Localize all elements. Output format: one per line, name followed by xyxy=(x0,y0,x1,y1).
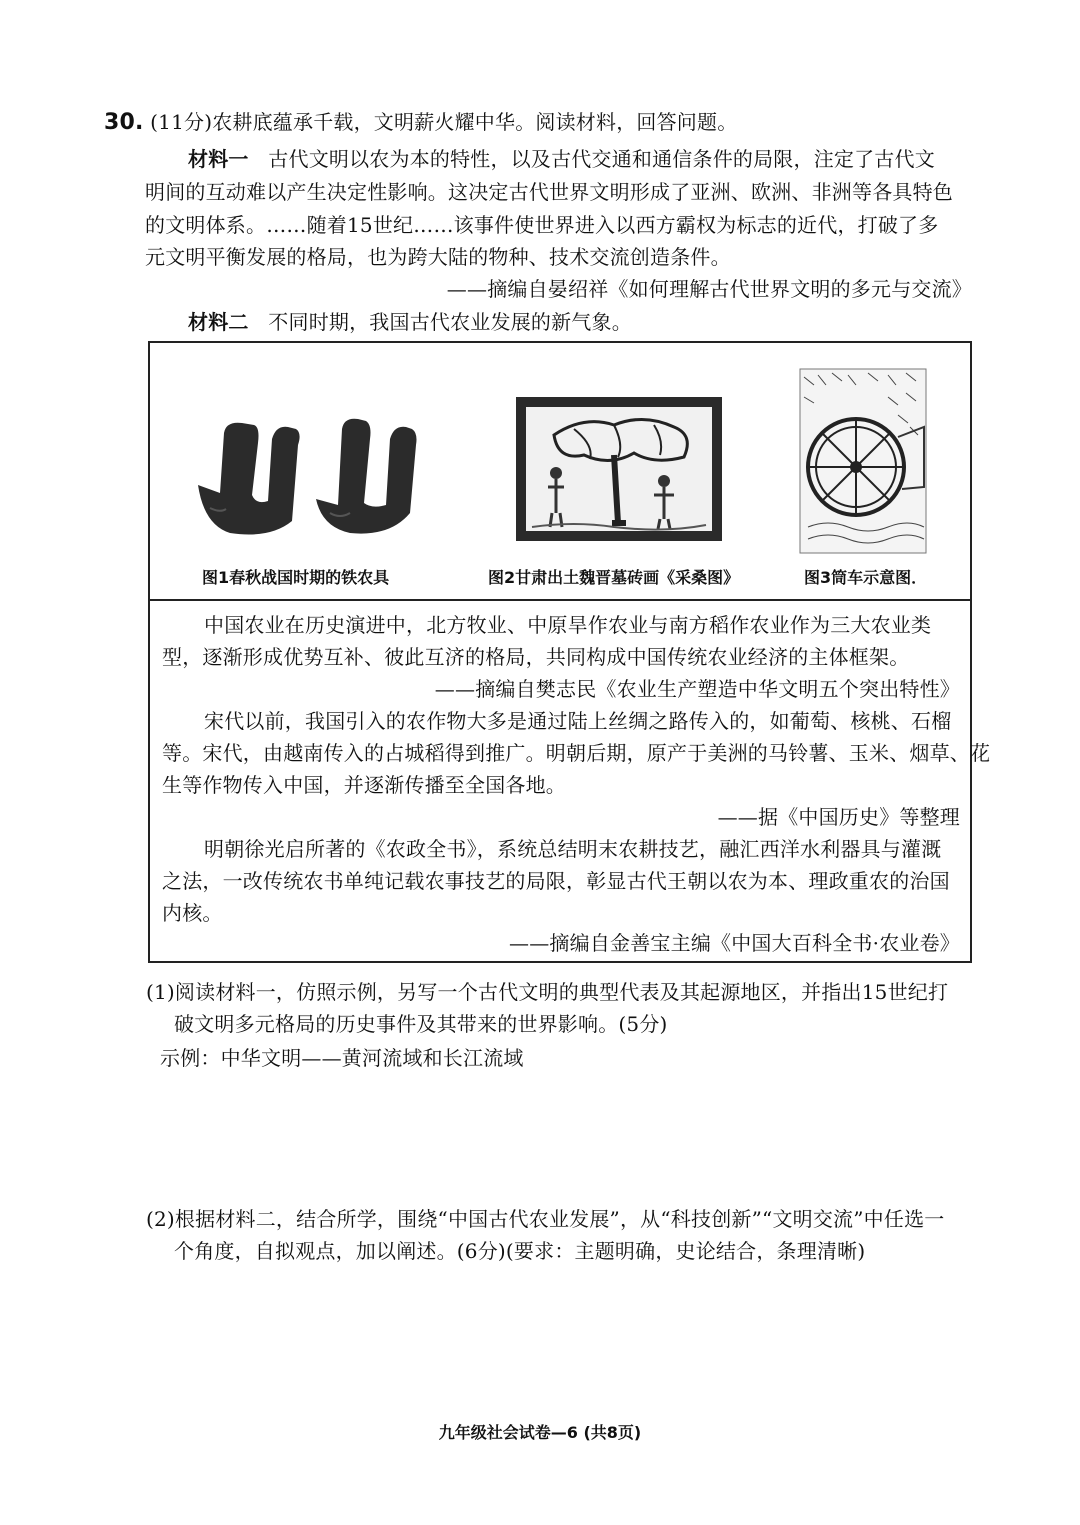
paragraph2-source: ——据《中国历史》等整理 xyxy=(717,805,960,829)
material2-box xyxy=(148,341,991,963)
material2-label: 材料二 xyxy=(188,310,249,334)
water-wheel-picture xyxy=(798,367,928,555)
paragraph1-line-1: 中国农业在历史演进中，北方牧业、中原旱作农业与南方稻作农业作为三大农业类 xyxy=(204,613,932,637)
paragraph3-line-1: 明朝徐光启所著的《农政全书》，系统总结明末农耕技艺，融汇西洋水利器具与灌溉 xyxy=(204,837,942,861)
paragraph3-source: ——摘编自金善宝主编《中国大百科全书·农业卷》 xyxy=(509,931,960,955)
paragraph2-line-1: 宋代以前，我国引入的农作物大多是通过陆上丝绸之路传入的，如葡萄、核桃、石榴 xyxy=(204,709,952,733)
material1-source: ——摘编自晏绍祥《如何理解古代世界文明的多元与交流》 xyxy=(446,277,972,301)
iron-farm-tools-picture xyxy=(190,413,435,543)
paragraph2-line-3: 生等作物传入中国，并逐渐传播至全国各地。 xyxy=(162,773,566,797)
brick-painting-picture xyxy=(514,395,724,543)
question-header xyxy=(104,108,737,137)
figure1-caption: 图1春秋战国时期的铁农具 xyxy=(202,568,390,587)
paragraph1-source: ——摘编自樊志民《农业生产塑造中华文明五个突出特性》 xyxy=(434,677,960,701)
subq1-line-1: (1)阅读材料一，仿照示例，另写一个古代文明的典型代表及其起源地区，并指出15世纪打 xyxy=(146,980,949,1004)
figure2-caption: 图2甘肃出土魏晋墓砖画《采桑图》 xyxy=(488,568,740,587)
figure3-caption: 图3筒车示意图． xyxy=(804,568,928,587)
subq1-example: 示例：中华文明——黄河流域和长江流域 xyxy=(160,1046,524,1070)
material2-intro: 材料二 不同时期，我国古代农业发展的新气象。 xyxy=(188,310,632,334)
material1-line-3: 的文明体系。……随着15世纪……该事件使世界进入以西方霸权为标志的近代，打破了多 xyxy=(145,213,939,237)
subq1-line-2: 破文明多元格局的历史事件及其带来的世界影响。(5分) xyxy=(174,1012,668,1036)
question-title: (11分)农耕底蕴承千载，文明薪火耀中华。阅读材料，回答问题。 xyxy=(150,110,738,134)
paragraph3-line-3: 内核。 xyxy=(162,901,223,925)
material1-line-1: 材料一 古代文明以农为本的特性，以及古代交通和通信条件的局限，注定了古代文 xyxy=(188,147,935,171)
paragraph1-line-2: 型，逐渐形成优势互补、彼此互济的格局，共同构成中国传统农业经济的主体框架。 xyxy=(162,645,910,669)
material1-line-4: 元文明平衡发展的格局，也为跨大陆的物种、技术交流创造条件。 xyxy=(145,245,731,269)
question-number: 30. xyxy=(104,110,144,135)
material1-label: 材料一 xyxy=(188,147,249,171)
material1-line-2: 明间的互动难以产生决定性影响。这决定古代世界文明形成了亚洲、欧洲、非洲等各具特色 xyxy=(145,180,953,204)
subq2-line-1: (2)根据材料二，结合所学，围绕“中国古代农业发展”，从“科技创新”“文明交流”中任选一 xyxy=(146,1207,945,1231)
page-footer: 九年级社会试卷—6 (共8页) xyxy=(438,1423,642,1442)
subq2-line-2: 个角度，自拟观点，加以阐述。(6分)(要求：主题明确，史论结合，条理清晰) xyxy=(174,1239,866,1263)
box-divider xyxy=(150,599,970,601)
paragraph3-line-2: 之法，一改传统农书单纯记载农事技艺的局限，彰显古代王朝以农为本、理政重农的治国 xyxy=(162,869,950,893)
paragraph2-line-2: 等。宋代，由越南传入的占城稻得到推广。明朝后期，原产于美洲的马铃薯、玉米、烟草、花 xyxy=(162,741,991,765)
